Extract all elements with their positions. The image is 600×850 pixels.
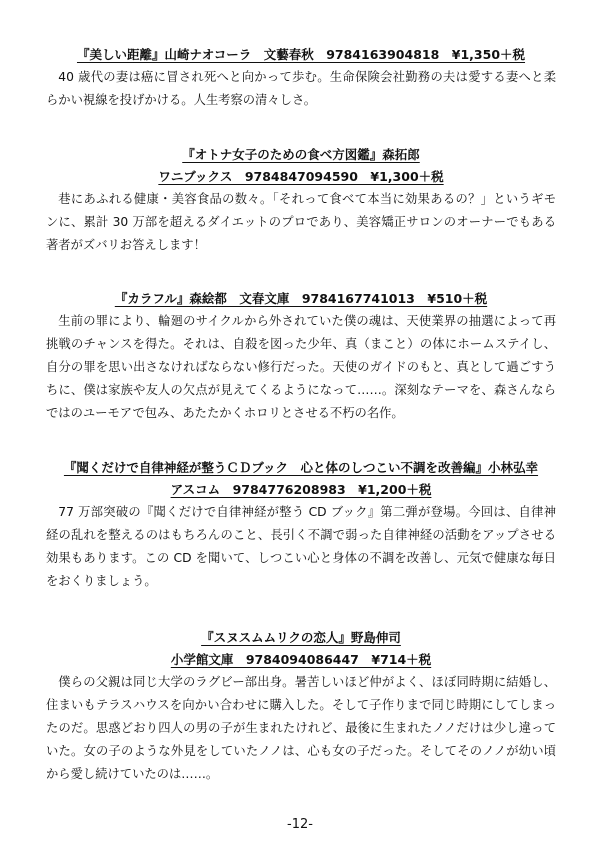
book-heading-line: 『スヌスムムリクの恋人』野島伸司 (201, 630, 401, 645)
page-number: -12- (287, 817, 313, 832)
book-heading-line: 『聞くだけで自律神経が整うＣＤブック 心と体のしつこい不調を改善編』小林弘幸 (63, 460, 539, 475)
book-entry (46, 627, 556, 786)
book-entry (46, 288, 556, 425)
book-entry (46, 144, 556, 257)
book-heading-line: 『カラフル』森絵都 文春文庫 9784167741013 ¥510＋税 (114, 291, 488, 306)
book-description: 僕らの父親は同じ大学のラグビー部出身。暑苦しいほど仲がよく、ほぼ同時期に結婚し、住まいもテラスハウスを向かい合わせに購入した。そして子作りまで同じ時期にしてしまったのだ。思惑どおり四人の男の子が生まれたけれど、最後に生まれたノノだけは少し違っていた。女の子のような外見をしていたノノは、心も女の子だった。そしてそのノノが幼い頃から愛し続けていたのは……。 (46, 675, 556, 781)
book-heading-line: 『オトナ女子のための食べ方図鑑』森拓郎 (182, 147, 420, 162)
book-description: 40 歳代の妻は癌に冒され死へと向かって歩む。生命保険会社勤務の夫は愛する妻へと柔らかい視線を投げかける。人生考察の清々しさ。 (46, 70, 556, 107)
book-description: 77 万部突破の『聞くだけで自律神経が整う CD ブック』第二弾が登場。今回は、自律神経の乱れを整えるのはもちろんのこと、長引く不調で弱った自律神経の活動をアップさせる効果もあります。この CD を聞いて、しつこい心と身体の不調を改善し、元気で健康な毎日をおくりましょう。 (46, 505, 556, 588)
book-heading-line: アスコム 9784776208983 ¥1,200＋税 (170, 482, 432, 497)
book-entry (46, 44, 556, 112)
book-heading-line: ワニブックス 9784847094590 ¥1,300＋税 (158, 169, 444, 184)
book-description: 巷にあふれる健康・美容食品の数々。「それって食べて本当に効果あるの？」というギモンに、累計 30 万部を超えるダイエットのプロであり、美容矯正サロンのオーナーでもある著者がズバリお答えします！ (46, 192, 556, 252)
book-heading-line: 『美しい距離』山崎ナオコーラ 文藝春秋 9784163904818 ¥1,350＋税 (76, 47, 526, 62)
book-entry (46, 457, 556, 593)
book-description: 生前の罪により、輪廻のサイクルから外されていた僕の魂は、天使業界の抽選によって再挑戦のチャンスを得た。それは、自殺を図った少年、真（まこと）の体にホームステイし、自分の罪を思い出さなければならない修行だった。天使のガイドのもと、真として過ごすうちに、僕は家族や友人の欠点が見えてくるようになって……。深刻なテーマを、森さんならではのユーモアで包み、あたたかくホロリとさせる不朽の名作。 (46, 314, 556, 420)
book-heading-line: 小学館文庫 9784094086447 ¥714＋税 (170, 652, 432, 667)
